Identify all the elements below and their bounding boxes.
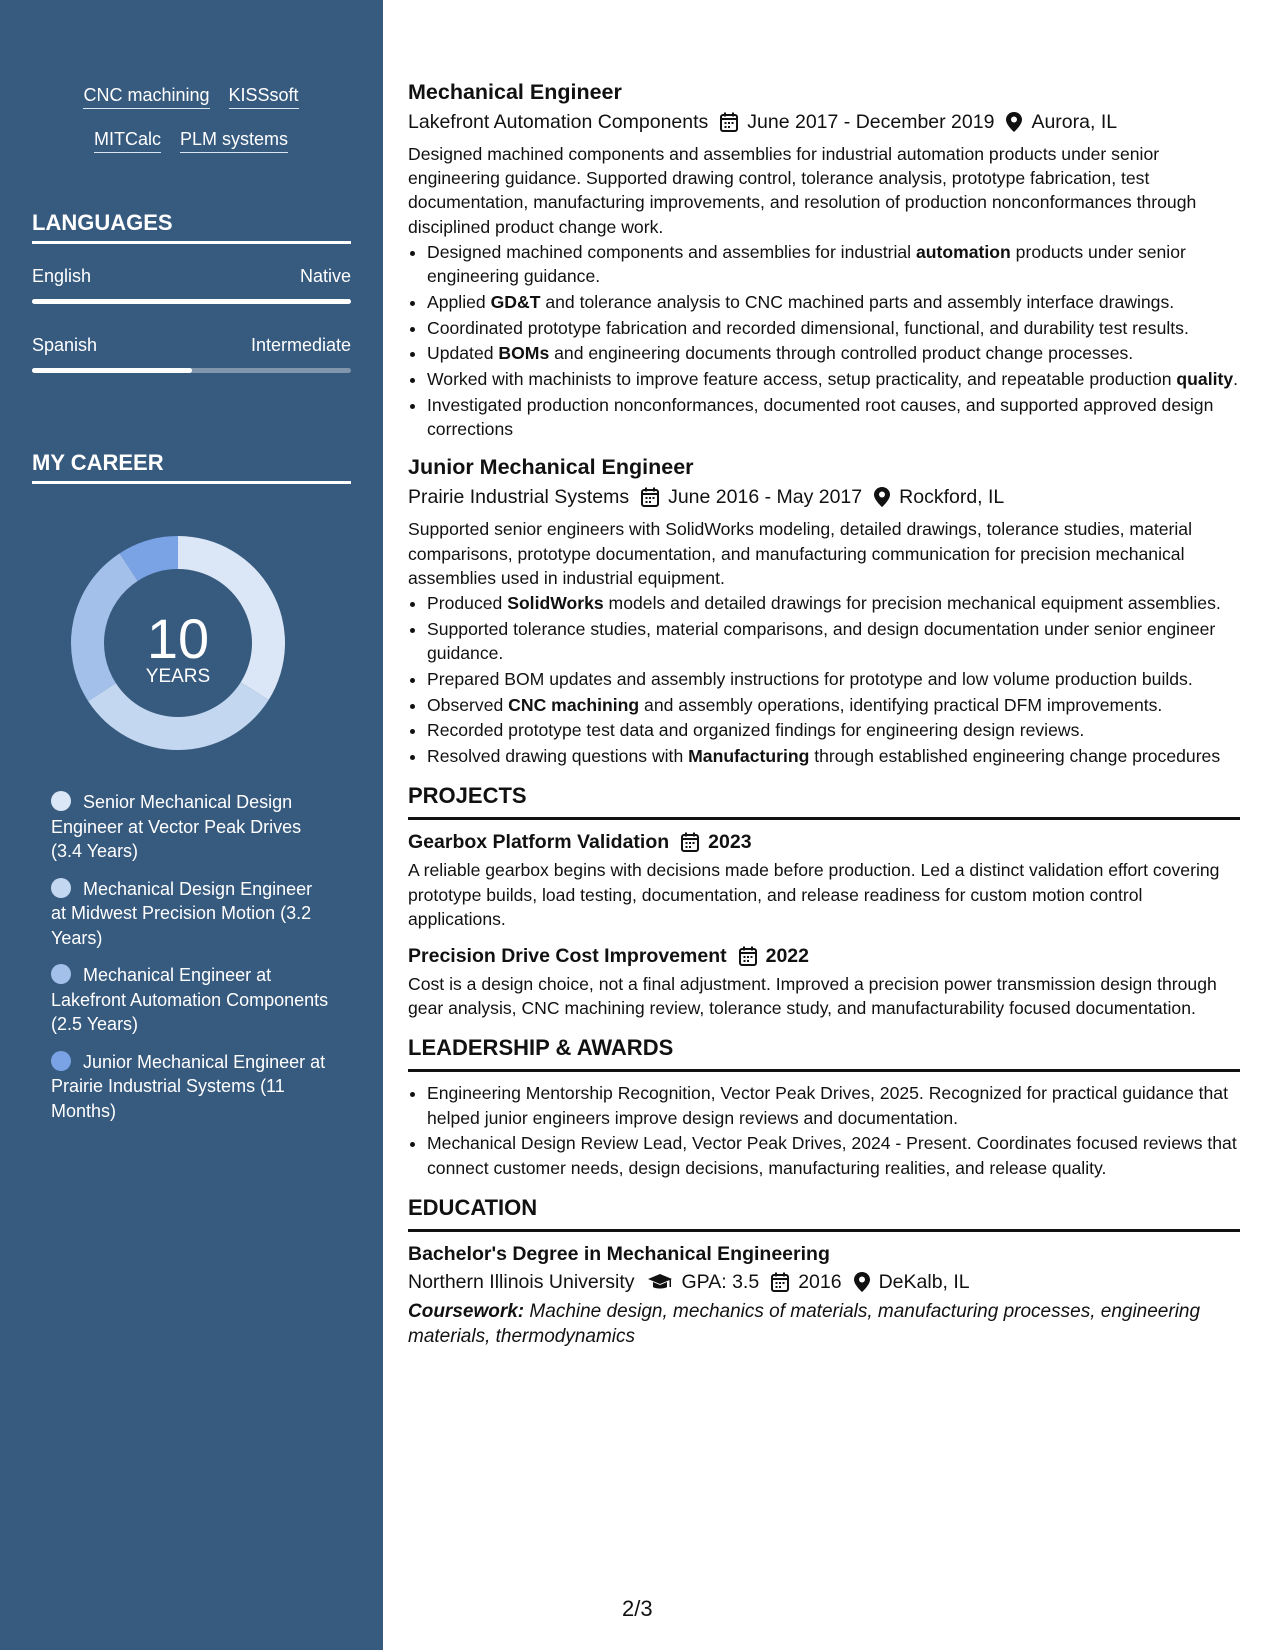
bullet-keyword: GD&T: [490, 291, 541, 312]
project-title: Precision Drive Cost Improvement: [408, 945, 727, 968]
bullet-text: models and detailed drawings for precision mechanical equipment assemblies.: [603, 593, 1221, 614]
job-meta: [408, 484, 1240, 510]
job-location: Rockford, IL: [899, 486, 1005, 509]
bullet-keyword: BOMs: [498, 343, 550, 364]
language-proficiency-bar: [32, 368, 351, 373]
job-bullet: [427, 393, 1240, 441]
school-name: Northern Illinois University: [408, 1270, 635, 1293]
company-name: Prairie Industrial Systems: [408, 486, 630, 509]
calendar-icon: [739, 946, 757, 966]
bullet-keyword: CNC machining: [508, 694, 640, 715]
map-pin-icon: [1006, 112, 1022, 132]
calendar-icon: [681, 832, 699, 852]
bullet-text: Designed machined components and assemblies for industrial: [427, 241, 916, 262]
job-bullet: [427, 744, 1240, 768]
career-legend: [51, 790, 331, 1136]
school-location: DeKalb, IL: [878, 1270, 970, 1293]
career-legend-text: Mechanical Engineer at Lakefront Automation Components (2.5 Years): [51, 965, 329, 1034]
job-bullet: [427, 718, 1240, 742]
languages-heading: LANGUAGES: [32, 210, 351, 244]
project-description: Cost is a design choice, not a final adjustment. Improved a precision power transmission design through gear analysis, CNC machining review, tolerance study, and manufacturability focused documentation.: [408, 974, 1217, 1019]
coursework-label: Coursework:: [408, 1300, 525, 1322]
bullet-text: Supported tolerance studies, material comparisons, and design documentation under senior engineer guidance.: [427, 618, 1216, 664]
job-bullet: [427, 316, 1240, 340]
career-legend-item: [51, 1050, 331, 1124]
map-pin-icon: [854, 1272, 870, 1292]
job-location: Aurora, IL: [1031, 111, 1118, 133]
bullet-text: Resolved drawing questions with: [427, 746, 689, 767]
language-spanish: [32, 335, 351, 373]
bullet-text: Worked with machinists to improve feature access, setup practicality, and repeatable production: [427, 369, 1177, 390]
job-dates: June 2017 - December 2019: [747, 111, 995, 133]
bullet-text: .: [1233, 369, 1239, 390]
language-name: Spanish: [32, 335, 98, 355]
career-legend-text: Mechanical Design Engineer at Midwest Precision Motion (3.2 Years): [51, 878, 313, 948]
degree-title: Bachelor's Degree in Mechanical Engineering: [408, 1242, 830, 1265]
bullet-text: Recorded prototype test data and organized findings for engineering design reviews.: [427, 720, 1085, 741]
job-bullet: [427, 617, 1240, 665]
job-bullet: [427, 290, 1240, 314]
job-bullet: [427, 693, 1240, 717]
company-name: Lakefront Automation Components: [408, 111, 709, 133]
main-content: [408, 78, 1240, 1349]
page-number: 2/3: [622, 1596, 653, 1621]
bullet-text: and tolerance analysis to CNC machined parts and assembly interface drawings.: [540, 291, 1175, 312]
project-title: Gearbox Platform Validation: [408, 831, 670, 854]
legend-dot: [51, 1051, 71, 1071]
language-english: [32, 266, 351, 304]
job-bullet: [427, 240, 1240, 288]
job-bullet: [427, 667, 1240, 691]
bullet-text: and assembly operations, identifying practical DFM improvements.: [639, 694, 1163, 715]
skills-row: [32, 128, 350, 153]
leadership-heading: LEADERSHIP & AWARDS: [408, 1034, 1240, 1072]
bullet-keyword: SolidWorks: [507, 593, 604, 614]
career-donut-chart: [65, 530, 291, 756]
legend-dot: [51, 964, 71, 984]
project-description: A reliable gearbox begins with decisions made before production. Led a distinct validation effort covering prototype builds, load testing, documentation, and release readiness for custom motion control applications.: [408, 860, 1220, 929]
skill-link[interactable]: KISSsoft: [229, 84, 299, 109]
job-summary: Designed machined components and assemblies for industrial automation products under senior engineering guidance. Supported drawing control, tolerance analysis, prototype fabrication, test documentation, manufacturing improvements, and resolution of production nonconformances through disciplined product change work.: [408, 144, 1197, 237]
job-bullet: [427, 591, 1240, 615]
bullet-keyword: quality: [1176, 369, 1234, 390]
sidebar: [0, 0, 383, 1650]
language-proficiency-fill: [32, 368, 192, 373]
project-entry: [408, 829, 1240, 931]
leadership-list: [408, 1081, 1240, 1179]
language-proficiency-bar: [32, 299, 351, 304]
job-summary: Supported senior engineers with SolidWorks modeling, detailed drawings, tolerance studies, material comparisons, prototype documentation, and manufacturing communication for precision mechanical assemblies used in industrial equipment.: [408, 519, 1192, 588]
job-bullet: [427, 367, 1240, 391]
skills-list: [32, 84, 350, 172]
map-pin-icon: [874, 487, 890, 507]
education-heading: EDUCATION: [408, 1194, 1240, 1232]
graduation-year: 2016: [798, 1270, 842, 1293]
project-entry: [408, 943, 1240, 1020]
bullet-text: Produced: [427, 593, 508, 614]
skills-row: [32, 84, 350, 109]
education-entry: [408, 1241, 1240, 1349]
job-bullets: [408, 240, 1240, 442]
bullet-text: Prepared BOM updates and assembly instructions for prototype and low volume production builds.: [427, 668, 1193, 689]
project-year: 2022: [765, 945, 809, 968]
career-total-unit: YEARS: [145, 666, 211, 687]
bullet-text: Observed: [427, 694, 509, 715]
experience-entry: [408, 78, 1240, 441]
skill-link[interactable]: MITCalc: [94, 128, 161, 153]
job-bullet: [427, 341, 1240, 365]
job-meta: [408, 109, 1240, 135]
legend-dot: [51, 791, 71, 811]
bullet-keyword: automation: [915, 241, 1011, 262]
job-bullets: [408, 591, 1240, 768]
language-name: English: [32, 266, 92, 286]
bullet-text: Applied: [427, 291, 491, 312]
career-legend-item: [51, 877, 331, 951]
donut-segment: [71, 553, 138, 701]
bullet-text: and engineering documents through controlled product change processes.: [549, 343, 1134, 364]
calendar-icon: [771, 1272, 789, 1292]
coursework: [408, 1299, 1240, 1349]
donut-segment: [88, 682, 268, 750]
projects-heading: PROJECTS: [408, 782, 1240, 820]
skill-link[interactable]: CNC machining: [83, 84, 209, 109]
career-legend-item: [51, 963, 331, 1037]
bullet-text: through established engineering change procedures: [809, 746, 1221, 767]
leadership-item: • Mechanical Design Review Lead, Vector Peak Drives, 2024 - Present. Coordinates focused reviews that connect customer needs, design decisions, manufacturing realities, and release quality.: [427, 1131, 1240, 1179]
language-level: Native: [299, 266, 351, 286]
education-meta: [408, 1269, 1240, 1295]
calendar-icon: [641, 487, 659, 507]
language-level: Intermediate: [250, 335, 351, 355]
bullet-text: Updated: [427, 343, 499, 364]
bullet-text: products under senior engineering guidance.: [427, 241, 1186, 287]
career-legend-text: Junior Mechanical Engineer at Prairie Industrial Systems (11 Months): [51, 1051, 326, 1121]
job-title: Mechanical Engineer: [408, 80, 622, 104]
project-year: 2023: [708, 831, 752, 854]
job-title: Junior Mechanical Engineer: [408, 455, 694, 480]
gpa: GPA: 3.5: [681, 1270, 760, 1293]
skill-link[interactable]: PLM systems: [180, 128, 288, 153]
bullet-keyword: Manufacturing: [688, 746, 810, 767]
calendar-icon: [720, 112, 738, 132]
language-proficiency-fill: [32, 299, 351, 304]
career-legend-text: Senior Mechanical Design Engineer at Vector Peak Drives (3.4 Years): [51, 792, 302, 861]
career-heading: MY CAREER: [32, 450, 351, 484]
legend-dot: [51, 878, 71, 898]
career-legend-item: [51, 790, 331, 864]
leadership-item: • Engineering Mentorship Recognition, Vector Peak Drives, 2025. Recognized for practical guidance that helped junior engineers improve design reviews and documentation.: [427, 1081, 1240, 1129]
experience-entry: [408, 453, 1240, 768]
graduation-cap-icon: [647, 1273, 673, 1291]
job-dates: June 2016 - May 2017: [668, 486, 863, 509]
bullet-text: Investigated production nonconformances, documented root causes, and supported approved design corrections: [427, 395, 1214, 440]
bullet-text: Coordinated prototype fabrication and recorded dimensional, functional, and durability test results.: [427, 317, 1189, 338]
coursework-text: Machine design, mechanics of materials, manufacturing processes, engineering materials, thermodynamics: [408, 1300, 1201, 1347]
career-total-value: 10: [146, 607, 210, 670]
